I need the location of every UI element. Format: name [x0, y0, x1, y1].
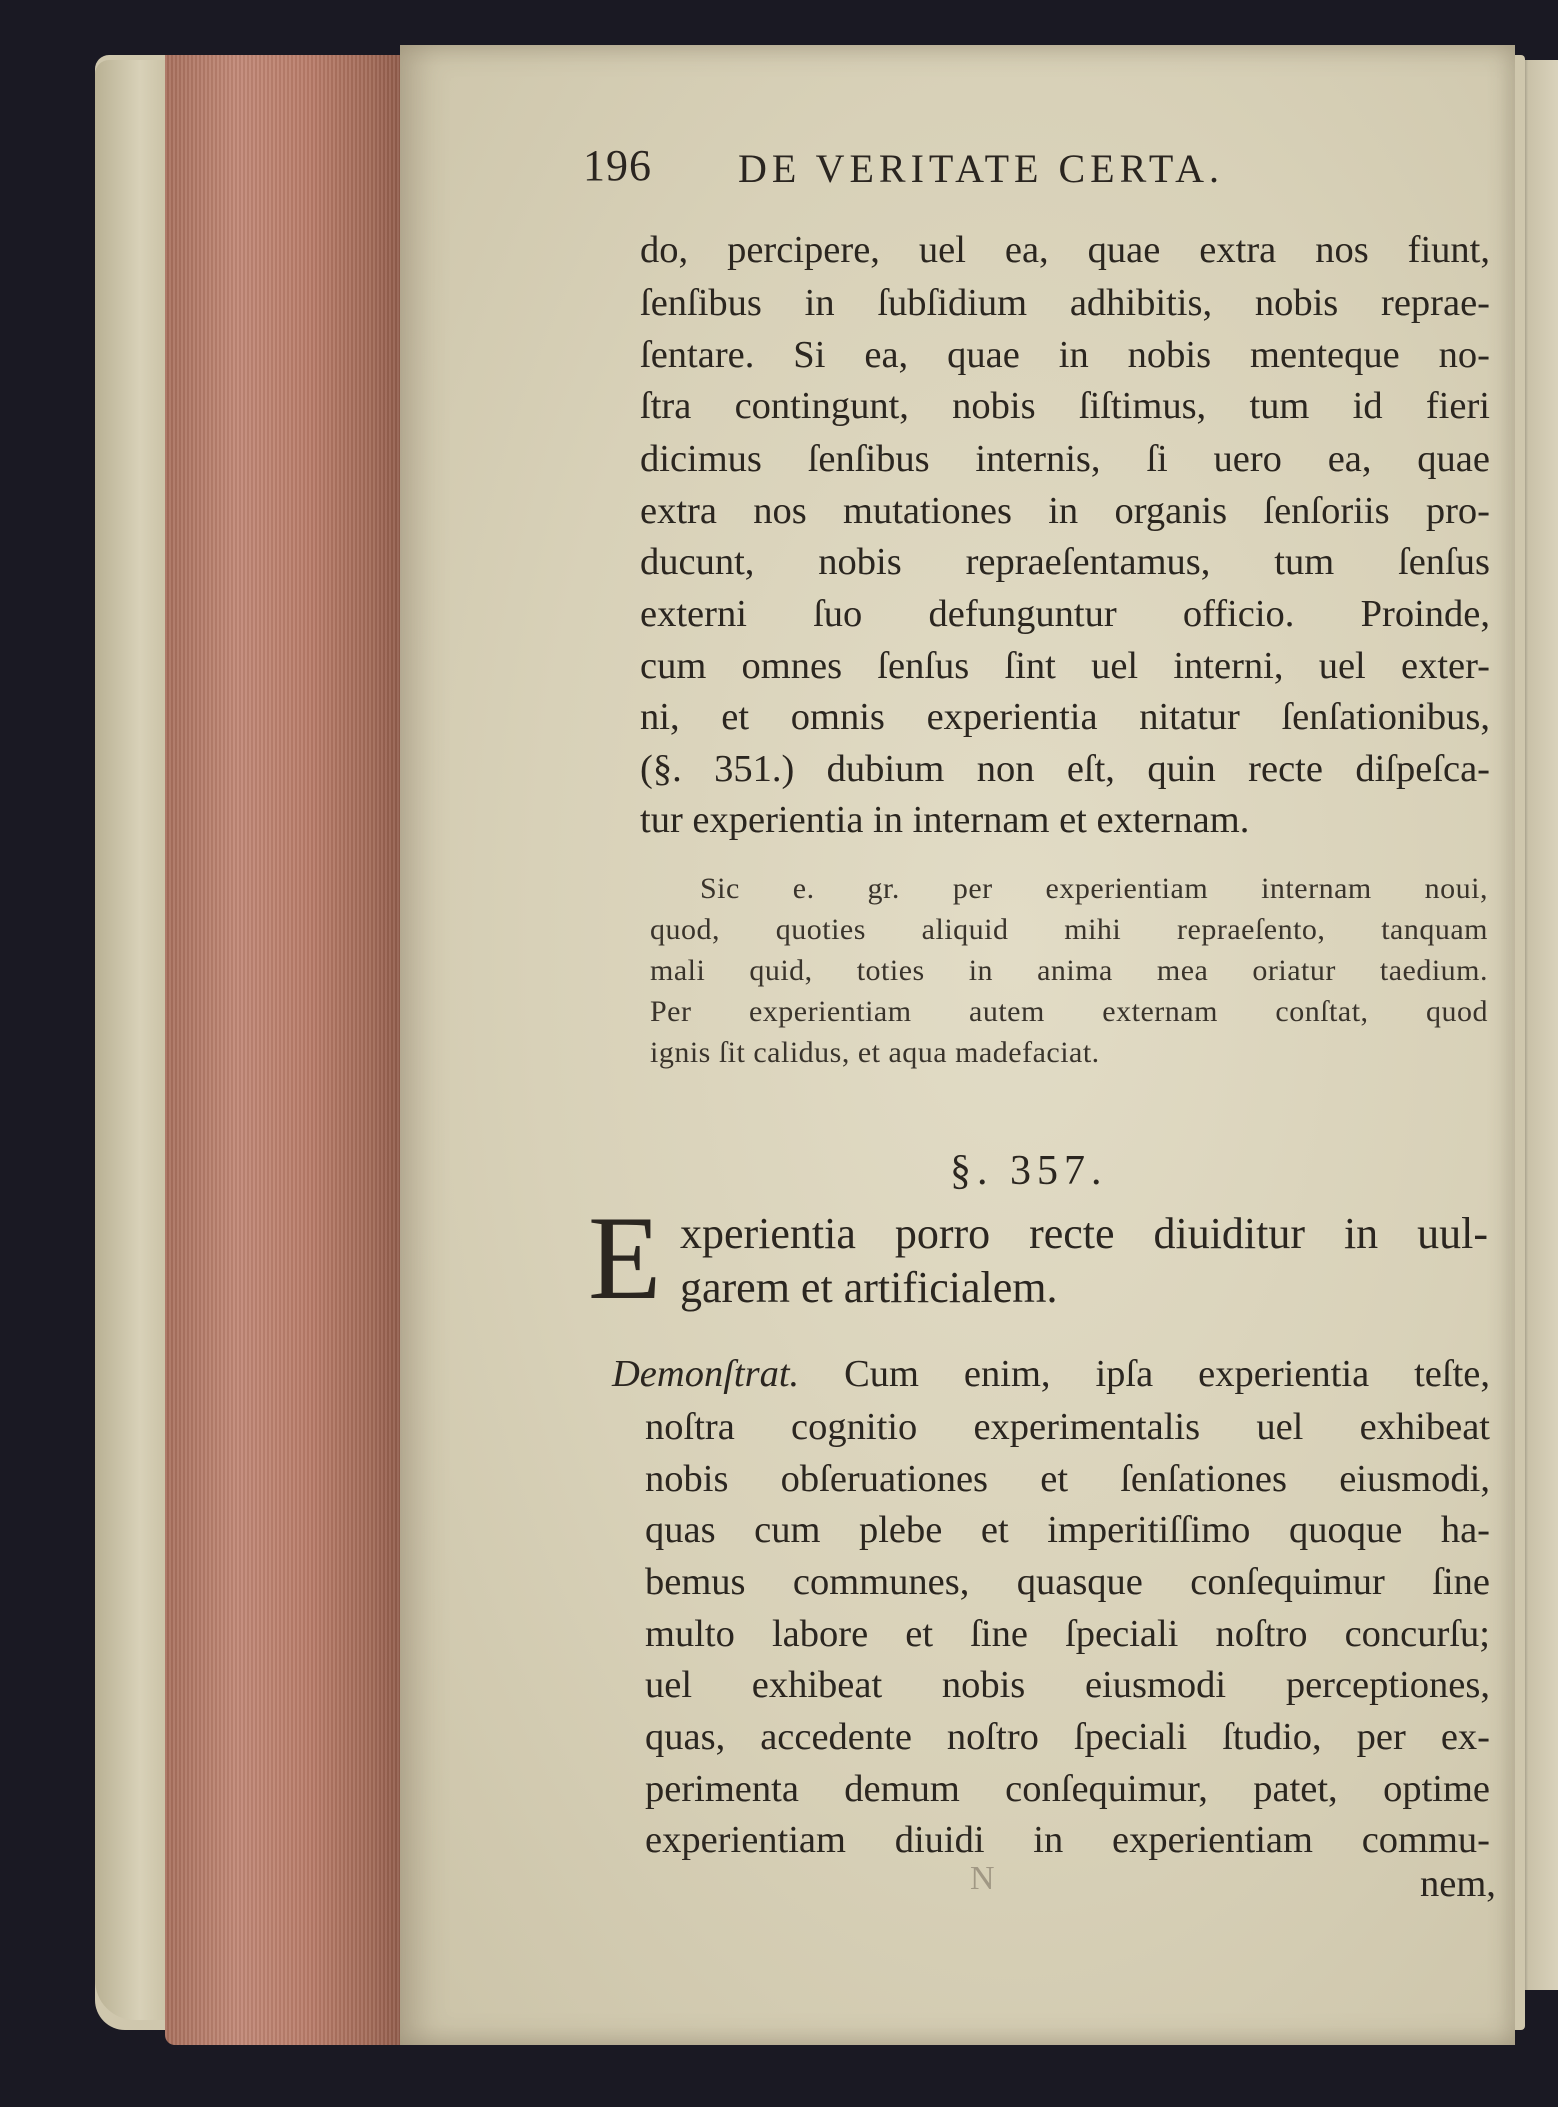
- proposition-line: xperientia porro recte diuiditur in uul-: [680, 1209, 1488, 1258]
- page-number: 196: [583, 141, 652, 190]
- body-line: dicimus ſenſibus internis, ſi uero ea, quae: [640, 438, 1490, 480]
- note-line: quod, quoties aliquid mihi repraeſento, tanquam: [650, 913, 1488, 946]
- body-line: cum omnes ſenſus ſint uel interni, uel exter-: [640, 645, 1490, 687]
- note-line: mali quid, toties in anima mea oriatur taedium.: [650, 954, 1488, 987]
- signature-mark: N: [970, 1860, 995, 1897]
- section-number: §. 357.: [950, 1148, 1108, 1194]
- page-block-edges: [165, 55, 405, 2045]
- drop-cap: E: [588, 1191, 662, 1324]
- demonstration-label: Demonſtrat.: [612, 1353, 800, 1395]
- demonstration-first-line: [612, 1352, 1490, 1396]
- demonstration-line: nobis obſeruationes et ſenſationes eiusmodi,: [645, 1458, 1490, 1500]
- body-line: (§. 351.) dubium non eſt, quin recte diſpeſca-: [640, 748, 1490, 790]
- demonstration-line: quas cum plebe et imperitiſſimo quoque ha-: [645, 1509, 1490, 1551]
- body-line: ſtra contingunt, nobis ſiſtimus, tum id fieri: [640, 385, 1490, 427]
- book-cover-edge: [95, 60, 170, 2020]
- demonstration-line: multo labore et ſine ſpeciali noſtro concurſu;: [645, 1613, 1490, 1655]
- body-line: tur experientia in internam et externam.: [640, 799, 1250, 841]
- demonstration-line: perimenta demum conſequimur, patet, optime: [645, 1768, 1490, 1810]
- body-line: ducunt, nobis repraeſentamus, tum ſenſus: [640, 541, 1490, 583]
- body-line: ſentare. Si ea, quae in nobis menteque no-: [640, 334, 1490, 376]
- catchword: nem,: [1420, 1863, 1496, 1905]
- body-line: ſenſibus in ſubſidium adhibitis, nobis reprae-: [640, 282, 1490, 324]
- body-line: ni, et omnis experientia nitatur ſenſationibus,: [640, 696, 1490, 738]
- demonstration-line: quas, accedente noſtro ſpeciali ſtudio, per ex-: [645, 1716, 1490, 1758]
- demonstration-line: experientiam diuidi in experientiam commu-: [645, 1819, 1490, 1861]
- note-line: Per experientiam autem externam conſtat, quod: [650, 995, 1488, 1028]
- note-line: Sic e. gr. per experientiam internam noui,: [700, 872, 1488, 905]
- body-line: do, percipere, uel ea, quae extra nos fiunt,: [640, 229, 1490, 271]
- demonstration-line: noſtra cognitio experimentalis uel exhibeat: [645, 1406, 1490, 1448]
- note-line: ignis ſit calidus, et aqua madefaciat.: [650, 1036, 1100, 1069]
- demonstration-line: uel exhibeat nobis eiusmodi perceptiones,: [645, 1664, 1490, 1706]
- demonstration-line: bemus communes, quasque conſequimur ſine: [645, 1561, 1490, 1603]
- proposition-line: garem et artificialem.: [680, 1263, 1058, 1312]
- body-line: externi ſuo defunguntur officio. Proinde,: [640, 593, 1490, 635]
- running-title: DE VERITATE CERTA.: [738, 146, 1224, 191]
- body-line: extra nos mutationes in organis ſenſoriis pro-: [640, 490, 1490, 532]
- demonstration-first-line-text: Cum enim, ipſa experientia teſte,: [844, 1353, 1491, 1395]
